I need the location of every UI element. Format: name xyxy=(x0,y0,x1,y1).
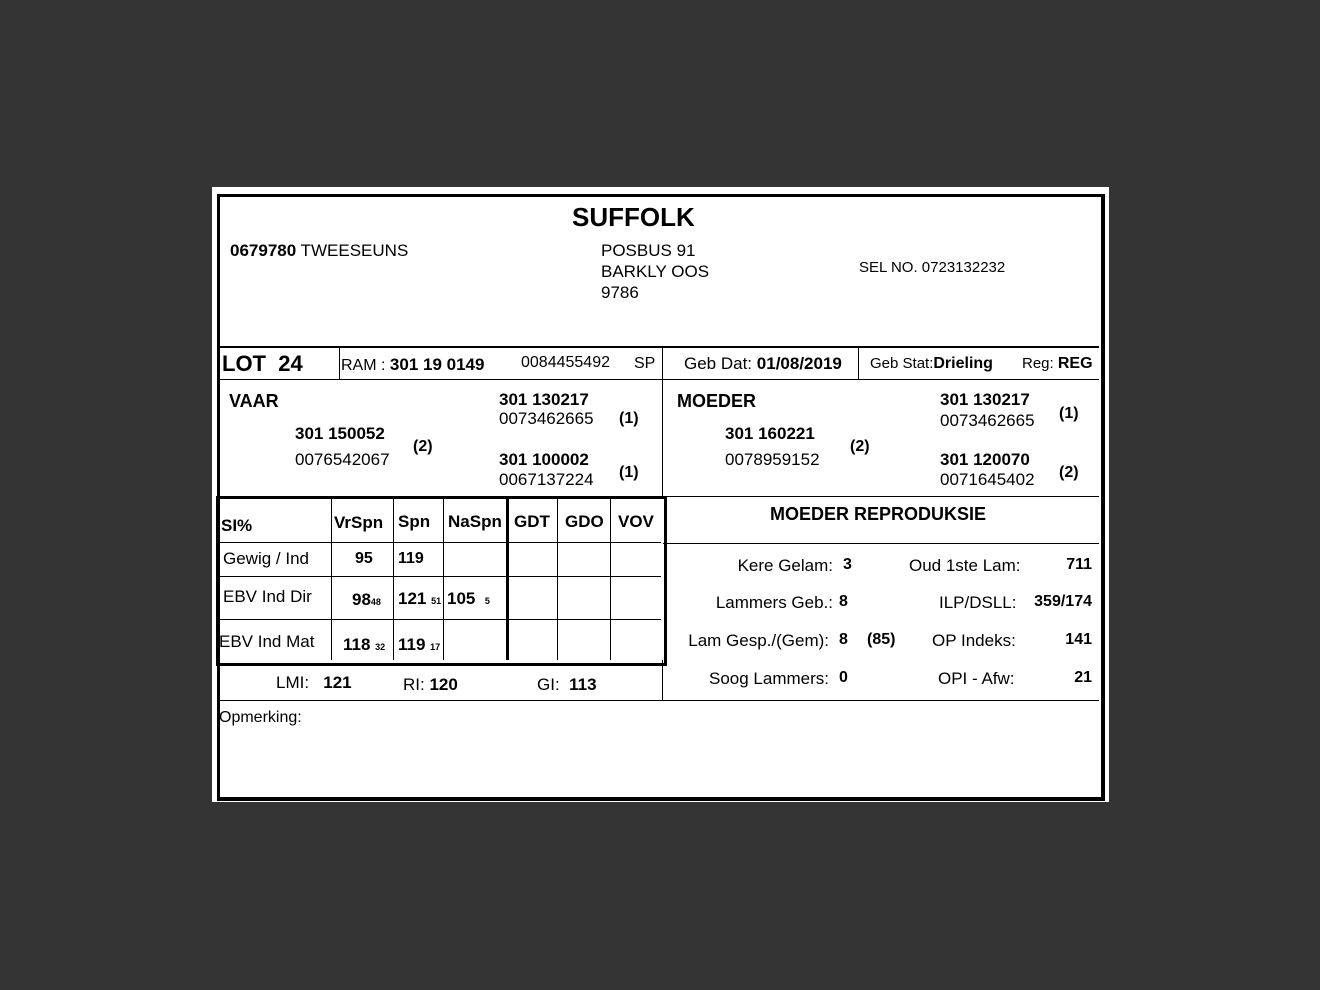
op-index: 141 xyxy=(1065,631,1092,648)
divider xyxy=(219,576,661,577)
birth-date-label: Geb Dat: xyxy=(684,354,753,373)
divider xyxy=(663,543,1099,544)
lambs-weaned-label: Lam Gesp./(Gem): xyxy=(688,631,829,650)
lot-label: LOT 24 xyxy=(222,351,303,376)
gdo-header: GDO xyxy=(565,512,604,531)
spn-header: Spn xyxy=(398,512,431,531)
gi-line: GI: 113 xyxy=(537,675,597,694)
op-index-label: OP Indeks: xyxy=(932,631,1016,650)
row-label-ebv-dir: EBV Ind Dir xyxy=(223,587,312,606)
divider xyxy=(219,379,1099,380)
birth-status-line xyxy=(870,356,993,372)
birth-status: Drieling xyxy=(933,355,993,372)
ebv-dir-spn-sub: 51 xyxy=(431,596,442,606)
sire-code: 0076542067 xyxy=(295,450,390,469)
birth-date-line xyxy=(684,355,842,372)
divider xyxy=(662,660,663,700)
opi-dev: 21 xyxy=(1074,669,1092,686)
sire-sire-code: 0073462665 xyxy=(499,409,594,428)
divider xyxy=(339,347,340,380)
ri-value: 120 xyxy=(429,675,458,694)
birth-status-label: Geb Stat: xyxy=(870,355,934,372)
age-first-lamb-label: Oud 1ste Lam: xyxy=(909,556,1021,575)
divider xyxy=(858,347,859,380)
dam-sire-count: (1) xyxy=(1059,405,1079,422)
ram-label: RAM : xyxy=(341,357,386,374)
owner-line xyxy=(230,242,408,259)
divider xyxy=(331,499,332,660)
ram-id: 301 19 0149 xyxy=(389,355,485,374)
dam-label: MOEDER xyxy=(677,391,757,411)
ebv-mat-spn-sub: 17 xyxy=(430,642,441,652)
reg-value: REG xyxy=(1057,355,1093,372)
sire-sire-id: 301 130217 xyxy=(499,390,589,409)
ram-code: 0084455492 xyxy=(521,354,610,371)
ebv-dir-naspn-sub: 5 xyxy=(484,596,490,606)
reg-line xyxy=(1022,356,1093,372)
lambs-weaned-avg: (85) xyxy=(867,631,896,648)
reproduction-title: MOEDER REPRODUKSIE xyxy=(770,504,987,524)
divider xyxy=(662,347,663,496)
gi-value: 113 xyxy=(569,675,597,694)
address-line-1: POSBUS 91 xyxy=(601,241,696,260)
suckling: 0 xyxy=(839,669,848,686)
vov-header: VOV xyxy=(618,512,654,531)
naspn-header: NaSpn xyxy=(448,512,502,531)
suckling-label: Soog Lammers: xyxy=(709,669,829,688)
sire-label: VAAR xyxy=(229,391,279,411)
divider xyxy=(443,499,444,660)
dam-count: (2) xyxy=(850,438,870,455)
divider xyxy=(219,542,661,543)
weight-vrspn: 95 xyxy=(355,550,373,567)
lmi-line: LMI: 121 xyxy=(276,673,352,692)
dam-dam-count: (2) xyxy=(1059,464,1079,481)
breed-title: SUFFOLK xyxy=(572,202,695,232)
divider xyxy=(393,499,394,660)
divider xyxy=(610,499,611,660)
lambs-weaned: 8 xyxy=(839,631,848,648)
lambs-born-label: Lammers Geb.: xyxy=(715,593,833,612)
address-line-3: 9786 xyxy=(601,283,639,302)
cell-number: SEL NO. 0723132232 xyxy=(859,259,1006,276)
weight-spn: 119 xyxy=(398,550,424,567)
divider xyxy=(506,499,509,660)
si-header: SI% xyxy=(221,516,253,535)
ebv-mat-vrspn: 118 32 xyxy=(343,635,386,654)
ram-suffix: SP xyxy=(634,355,656,372)
reg-label: Reg: xyxy=(1022,355,1054,372)
dam-dam-id: 301 120070 xyxy=(940,450,1030,469)
birth-date: 01/08/2019 xyxy=(756,354,842,373)
ebv-mat-vrspn-sub: 32 xyxy=(375,642,386,652)
times-lambed-label: Kere Gelam: xyxy=(737,556,833,575)
ebv-mat-spn: 119 17 xyxy=(398,635,441,654)
row-label-ebv-mat: EBV Ind Mat xyxy=(219,632,315,651)
vrspn-header: VrSpn xyxy=(334,513,384,532)
times-lambed: 3 xyxy=(843,556,852,573)
ebv-dir-vrspn-sub: 48 xyxy=(370,597,381,607)
owner-number: 0679780 xyxy=(230,241,297,260)
ebv-dir-naspn: 105 5 xyxy=(447,589,490,608)
row-label-weight: Gewig / Ind xyxy=(223,549,309,568)
divider xyxy=(557,499,558,660)
divider xyxy=(219,700,1099,701)
lmi-value: 121 xyxy=(323,673,352,692)
sire-id: 301 150052 xyxy=(295,424,385,443)
age-first-lamb: 711 xyxy=(1066,556,1092,573)
sire-dam-id: 301 100002 xyxy=(499,450,589,469)
ri-line: RI: 120 xyxy=(403,675,458,694)
ebv-dir-spn: 121 51 xyxy=(398,589,442,608)
divider xyxy=(219,346,1099,348)
ilp-dsll: 359/174 xyxy=(1034,593,1092,610)
lambs-born: 8 xyxy=(839,593,848,610)
dam-code: 0078959152 xyxy=(725,450,820,469)
divider xyxy=(663,496,1099,497)
divider xyxy=(219,619,661,620)
ilp-dsll-label: ILP/DSLL: xyxy=(939,593,1017,612)
address-line-2: BARKLY OOS xyxy=(601,262,710,281)
lot-number: 24 xyxy=(278,351,303,376)
sire-count: (2) xyxy=(413,438,433,455)
sire-dam-count: (1) xyxy=(619,464,639,481)
sire-sire-count: (1) xyxy=(619,410,639,427)
gdt-header: GDT xyxy=(514,512,550,531)
ebv-dir-vrspn: 9848 xyxy=(352,590,381,609)
sire-dam-code: 0067137224 xyxy=(499,470,594,489)
dam-dam-code: 0071645402 xyxy=(940,470,1035,489)
sale-card xyxy=(212,187,1109,802)
dam-sire-id: 301 130217 xyxy=(940,390,1030,409)
dam-sire-code: 0073462665 xyxy=(940,411,1035,430)
ram-line xyxy=(341,356,484,374)
opi-dev-label: OPI - Afw: xyxy=(938,669,1015,688)
remarks-label: Opmerking: xyxy=(219,709,302,726)
owner-name: TWEESEUNS xyxy=(300,241,409,260)
dam-id: 301 160221 xyxy=(725,424,815,443)
